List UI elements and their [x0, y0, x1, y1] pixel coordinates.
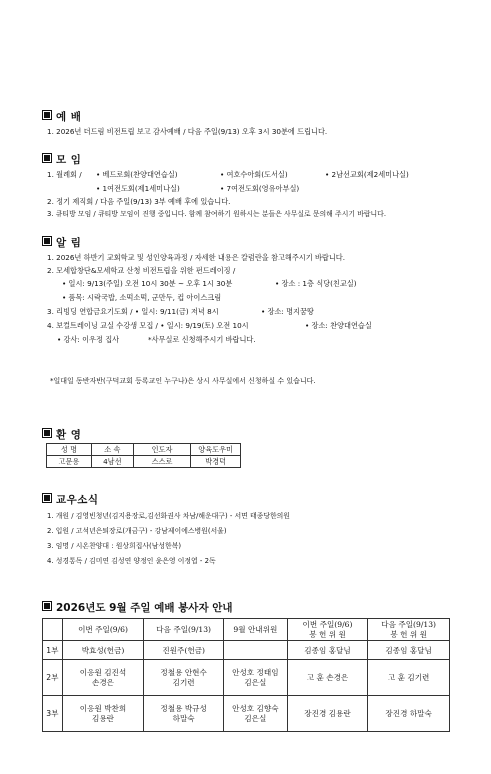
volunteer-cell: 박효성(헌금) [62, 641, 144, 660]
welcome-cell-group: 4남선 [91, 456, 133, 468]
volunteer-row-label: 1부 [43, 641, 63, 660]
meeting-line1-a: • 베드로회(찬양대연습실) [96, 170, 178, 179]
welcome-header [42, 427, 81, 442]
notice-l3-1: 3. 리빙딩 연합금요기도회 / • 일시: 9/11(금) 저녁 8시 [47, 307, 219, 316]
volunteer-cell: 정철용 박규성 하말숙 [144, 696, 224, 732]
volunteer-cell: 이응원 박찬희 김용란 [62, 696, 144, 732]
volunteer-cell: 진원주(헌금) [144, 641, 224, 660]
square-bullet-icon [42, 110, 52, 120]
volunteer-title: 2026년도 9월 주일 예배 봉사자 안내 [56, 602, 233, 614]
notice-footnote: *일대일 동반자반(구덕교회 등록교인 누구나)은 상시 사무실에서 신청하실 수 있습니다. [50, 377, 316, 385]
welcome-cell-name: 고문용 [47, 456, 92, 468]
notice-l4-1: 4. 보컬트레이닝 교실 수강생 모집 / • 일시: 9/19(토) 오전 10시 [47, 321, 249, 330]
square-bullet-icon [42, 428, 52, 438]
volunteer-col-guides: 9월 안내위원 [224, 619, 288, 641]
volunteer-cell: 고 훈 손경은 [287, 660, 368, 696]
volunteer-cell: 이응원 김진석 손경은 [62, 660, 144, 696]
meeting-header [42, 152, 81, 167]
volunteer-row [43, 641, 450, 660]
welcome-data-row [47, 456, 241, 468]
notice-l1: 1. 2026년 하반기 교회학교 및 성인양육과정 / 자세한 내용은 칼럼란을 참고해주시기 바랍니다. [47, 253, 345, 262]
news-title: 교우소식 [56, 494, 99, 506]
volunteer-row-label: 2부 [43, 660, 63, 696]
notice-l3-2: • 장소: 명지꿈땅 [261, 307, 314, 316]
news-item: 3. 임명 / 시온찬양대 : 원상희집사(남성한복) [47, 542, 182, 550]
square-bullet-icon [42, 493, 52, 503]
news-header [42, 492, 99, 507]
meeting-line1b-a: • 1여전도회(제1세미나실) [96, 184, 180, 193]
welcome-title: 환 영 [56, 429, 82, 441]
notice-header [42, 235, 81, 250]
volunteer-table [42, 618, 450, 732]
meeting-line1b-b: • 7여전도회(영유아부실) [220, 184, 300, 193]
meeting-line1-c: • 2남선교회(제2세미나실) [325, 170, 409, 179]
worship-header [42, 109, 81, 124]
news-item: 2. 입원 / 고석년은퇴장로(개금구) - 강남제이에스병원(서울) [47, 527, 227, 535]
notice-l4-2: • 장소: 찬양대연습실 [305, 321, 372, 330]
volunteer-col-offering-next: 다음 주일(9/13) 봉 헌 위 원 [368, 619, 450, 641]
volunteer-col-offering-this: 이번 주일(9/6) 봉 헌 위 원 [287, 619, 368, 641]
square-bullet-icon [42, 153, 52, 163]
volunteer-col-blank [43, 619, 63, 641]
volunteer-header [42, 600, 233, 615]
notice-l2b: • 품목: 시락국밥, 소떡소떡, 군만두, 컵 아이스크림 [62, 293, 222, 302]
worship-item: 1. 2026년 더드림 비전트립 보고 감사예배 / 다음 주일(9/13) 오후 3시 30분에 드립니다. [47, 127, 328, 136]
notice-l2: 2. 모세합창단&모세학교 산청 비전트립을 위한 펀드레이징 / [47, 266, 236, 275]
news-item: 4. 성경통독 / 김미연 김성연 양정인 윤은영 이정엽 - 2독 [47, 557, 216, 565]
welcome-col-name: 성 명 [47, 444, 92, 456]
meeting-title: 모 임 [56, 154, 82, 166]
notice-l4b-1: • 강사: 이우정 집사 [57, 335, 120, 344]
welcome-cell-helper: 박경덕 [191, 456, 241, 468]
meeting-line1-b: • 여호수아회(도서실) [220, 170, 288, 179]
volunteer-row [43, 660, 450, 696]
notice-title: 알 림 [56, 237, 82, 249]
volunteer-col-next-week: 다음 주일(9/13) [144, 619, 224, 641]
volunteer-cell: 정철용 안현수 김기련 [144, 660, 224, 696]
notice-l4b-2: *사무실로 신청해주시기 바랍니다. [148, 335, 256, 344]
notice-l2a-2: • 장소 : 1층 식당(친교실) [275, 279, 357, 288]
welcome-col-leader: 인도자 [133, 444, 190, 456]
welcome-header-row [47, 444, 241, 456]
volunteer-header-row [43, 619, 450, 641]
volunteer-cell: 장진경 김용란 [287, 696, 368, 732]
square-bullet-icon [42, 601, 52, 611]
square-bullet-icon [42, 236, 52, 246]
welcome-table [46, 443, 241, 468]
volunteer-cell: 김종임 홍달님 [368, 641, 450, 660]
volunteer-row [43, 696, 450, 732]
welcome-cell-leader: 스스로 [133, 456, 190, 468]
volunteer-cell: 고 훈 김기련 [368, 660, 450, 696]
volunteer-cell: 장진경 하말숙 [368, 696, 450, 732]
notice-l2a-1: • 일시: 9/13(주일) 오전 10시 30분 ~ 오후 1시 30분 [62, 279, 233, 288]
worship-title: 예 배 [56, 111, 82, 123]
meeting-line1-prefix: 1. 월례회 / [47, 170, 82, 179]
volunteer-cell [224, 641, 288, 660]
welcome-col-helper: 양육도우미 [191, 444, 241, 456]
volunteer-row-label: 3부 [43, 696, 63, 732]
volunteer-col-this-week: 이번 주일(9/6) [62, 619, 144, 641]
news-item: 1. 개원 / 김영빈청년(김지용장로,김선화권사 차남/해운대구) - 서면 태종당한의원 [47, 512, 290, 520]
meeting-line2: 2. 정기 제직회 / 다음 주일(9/13) 3부 예배 후에 있습니다. [47, 197, 231, 206]
volunteer-cell: 김종임 홍달님 [287, 641, 368, 660]
volunteer-cell: 안성호 김향숙 김은실 [224, 696, 288, 732]
meeting-line3: 3. 큐티방 모임 / 큐티방 모임이 진행 중입니다. 함께 참여하기 원하시는 분들은 사무실로 문의해 주시기 바랍니다. [47, 210, 387, 218]
welcome-col-group: 소 속 [91, 444, 133, 456]
volunteer-cell: 안성호 정태임 김은실 [224, 660, 288, 696]
